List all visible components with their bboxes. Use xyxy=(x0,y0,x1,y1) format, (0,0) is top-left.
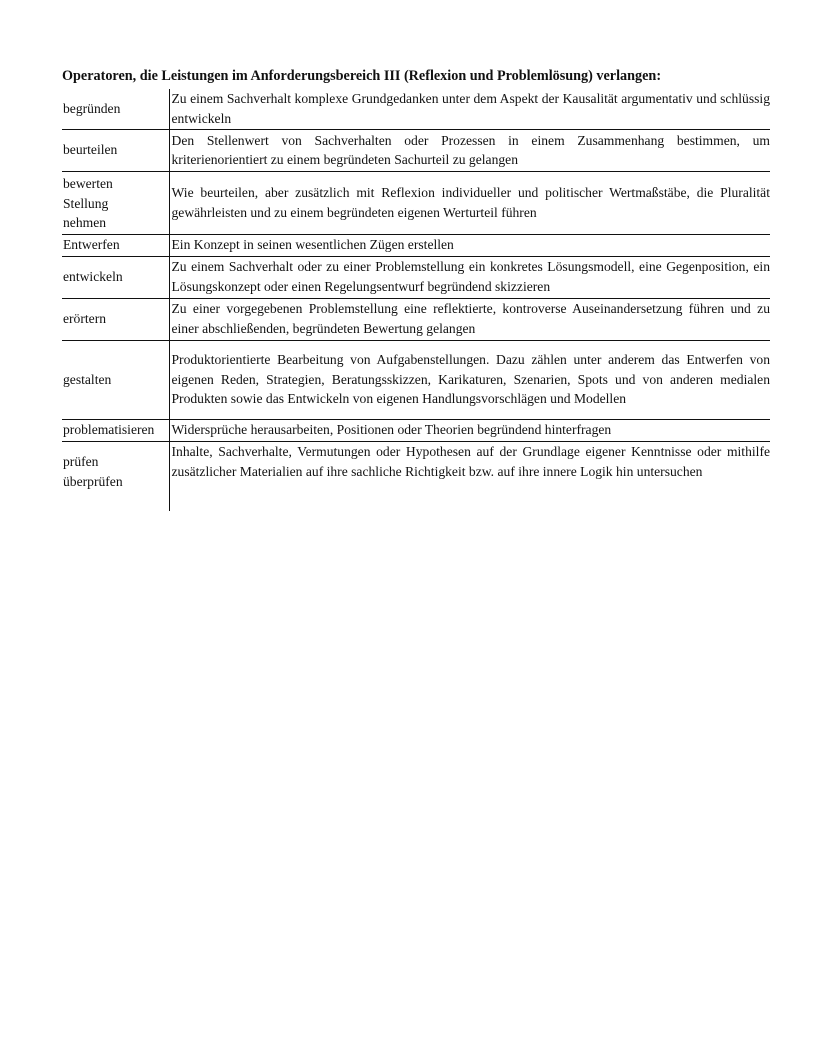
operator-term xyxy=(62,256,169,298)
table-row xyxy=(62,419,770,441)
table-row xyxy=(62,172,770,235)
operator-term-text: begründen xyxy=(63,100,121,116)
operator-term-text-secondary: überprüfen xyxy=(63,473,123,489)
operator-term xyxy=(62,89,169,130)
operator-term xyxy=(62,340,169,419)
operator-description: Zu einem Sachverhalt oder zu einer Problemstellung ein konkretes Lösungsmodell, eine Gegenposition, ein Lösungskonzept oder einen Regelungsentwurf begründend skizzieren xyxy=(169,256,770,298)
operator-term xyxy=(62,441,169,511)
operator-description: Produktorientierte Bearbeitung von Aufgabenstellungen. Dazu zählen unter anderem das Entwerfen von eigenen Reden, Strategien, Beratungsskizzen, Karikaturen, Szenarien, Spots und von anderen medialen Produkten sowie das Entwickeln von eigenen Handlungsvorschlägen und Modellen xyxy=(169,340,770,419)
operator-term-text: prüfen xyxy=(63,453,99,469)
document-page xyxy=(62,66,770,511)
table-row xyxy=(62,89,770,130)
table-row xyxy=(62,441,770,511)
operator-description: Ein Konzept in seinen wesentlichen Zügen erstellen xyxy=(169,234,770,256)
operator-term-text: problematisieren xyxy=(63,422,155,438)
operator-description: Wie beurteilen, aber zusätzlich mit Reflexion individueller und politischer Wertmaßstäbe, die Pluralität gewährleisten und zu einem begründeten eigenen Werturteil führen xyxy=(169,172,770,235)
operator-term xyxy=(62,419,169,441)
operator-term xyxy=(62,298,169,340)
operator-term-text: beurteilen xyxy=(63,142,118,158)
operator-description: Zu einem Sachverhalt komplexe Grundgedanken unter dem Aspekt der Kausalität argumentativ und schlüssig entwickeln xyxy=(169,89,770,130)
table-row xyxy=(62,256,770,298)
operator-term xyxy=(62,130,169,172)
table-row xyxy=(62,340,770,419)
operator-term xyxy=(62,234,169,256)
operator-description: Den Stellenwert von Sachverhalten oder Prozessen in einem Zusammenhang bestimmen, um kriterienorientiert zu einem begründeten Sachurteil zu gelangen xyxy=(169,130,770,172)
operator-term-text: entwickeln xyxy=(63,269,123,285)
table-row xyxy=(62,130,770,172)
operator-description: Widersprüche herausarbeiten, Positionen oder Theorien begründend hinterfragen xyxy=(169,419,770,441)
operator-term-text: bewerten Stellung nehmen xyxy=(63,176,113,231)
operators-table xyxy=(62,89,770,511)
operator-description: Inhalte, Sachverhalte, Vermutungen oder Hypothesen auf der Grundlage eigener Kenntnisse oder mithilfe zusätzlicher Materialien auf ihre sachliche Richtigkeit bzw. auf ihre innere Logik hin untersuchen xyxy=(169,441,770,511)
operator-term-text: Entwerfen xyxy=(63,237,120,253)
table-row xyxy=(62,298,770,340)
operator-description: Zu einer vorgegebenen Problemstellung eine reflektierte, kontroverse Auseinandersetzung führen und zu einer abschließenden, begründeten Bewertung gelangen xyxy=(169,298,770,340)
section-heading: Operatoren, die Leistungen im Anforderungsbereich III (Reflexion und Problemlösung) verlangen: xyxy=(62,68,662,84)
operator-term-text: gestalten xyxy=(63,371,112,387)
operator-term-text: erörtern xyxy=(63,311,107,327)
operator-term xyxy=(62,172,169,235)
table-row xyxy=(62,234,770,256)
